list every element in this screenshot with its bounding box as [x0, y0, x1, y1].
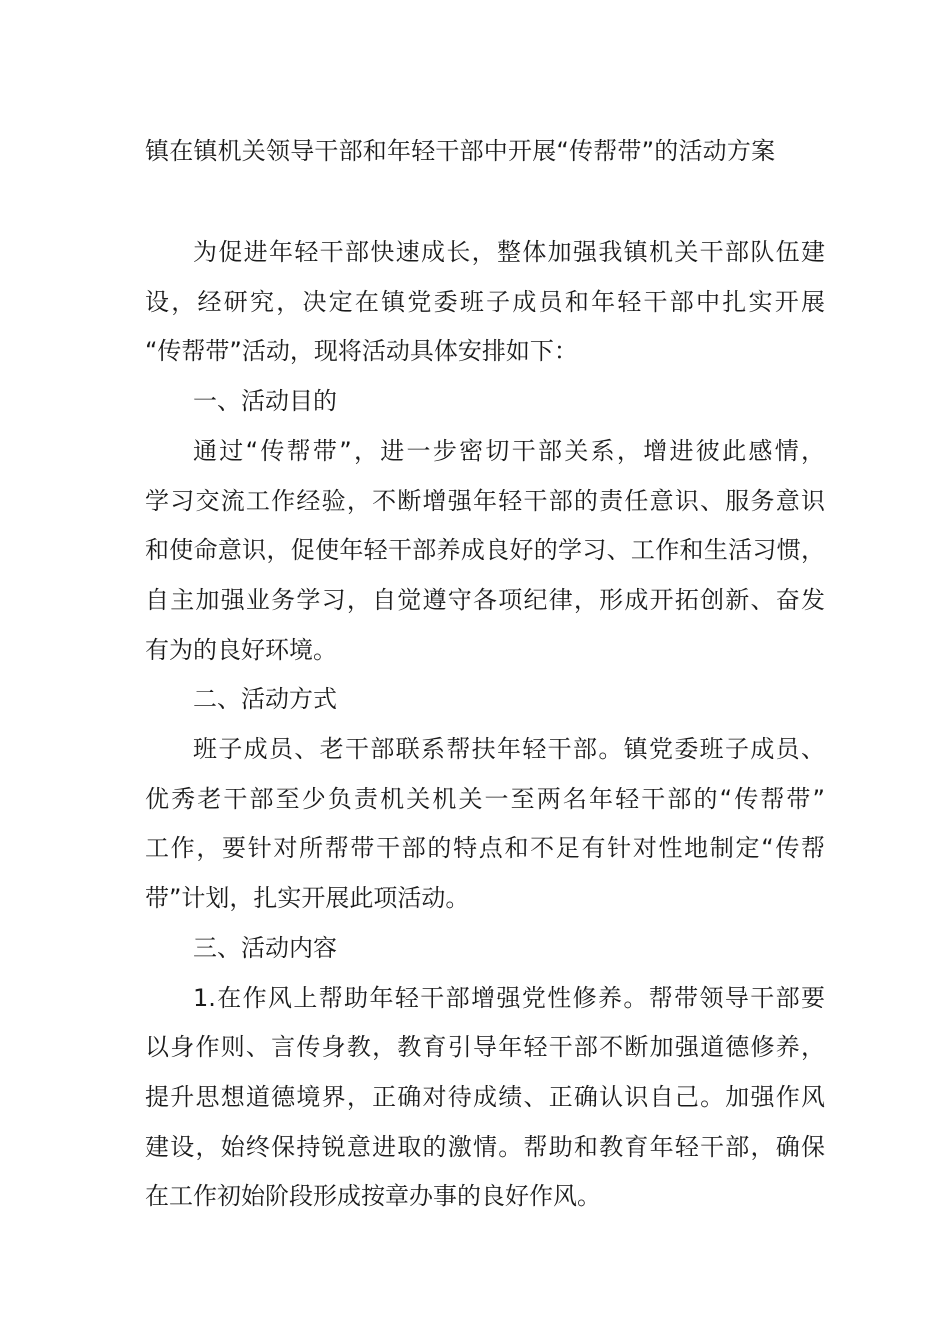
intro-line: 设，经研究，决定在镇党委班子成员和年轻干部中扎实开展	[145, 287, 825, 316]
paragraph-line: 学习交流工作经验，不断增强年轻干部的责任意识、服务意识	[145, 486, 825, 515]
paragraph-line: 有为的良好环境。	[145, 635, 337, 664]
paragraph-line: 优秀老干部至少负责机关机关一至两名年轻干部的“传帮带”	[145, 784, 825, 813]
paragraph-line: 带”计划，扎实开展此项活动。	[145, 884, 470, 913]
section-purpose-paragraph	[145, 427, 825, 676]
paragraph-line: 通过“传帮带”，进一步密切干部关系，增进彼此感情，	[193, 436, 825, 465]
intro-line: 为促进年轻干部快速成长，整体加强我镇机关干部队伍建	[193, 238, 825, 266]
paragraph-line: 提升思想道德境界，正确对待成绩、正确认识自己。加强作风	[145, 1082, 825, 1111]
paragraph-line: 在工作初始阶段形成按章办事的良好作风。	[145, 1182, 601, 1211]
section-method-paragraph	[145, 725, 825, 924]
intro-line: “传帮带”活动，现将活动具体安排如下：	[145, 337, 578, 366]
paragraph-line: 班子成员、老干部联系帮扶年轻干部。镇党委班子成员、	[193, 735, 825, 764]
section-heading-method: 二、活动方式	[193, 685, 337, 714]
paragraph-line: 以身作则、言传身教，教育引导年轻干部不断加强道德修养，	[145, 1033, 825, 1062]
document-title: 镇在镇机关领导干部和年轻干部中开展“传帮带”的活动方案	[145, 137, 776, 165]
section-heading-purpose: 一、活动目的	[193, 387, 337, 416]
paragraph-line: 自主加强业务学习，自觉遵守各项纪律，形成开拓创新、奋发	[145, 585, 825, 614]
intro-paragraph	[145, 228, 825, 377]
paragraph-line: 和使命意识，促使年轻干部养成良好的学习、工作和生活习惯，	[145, 536, 825, 565]
paragraph-line: 工作，要针对所帮带干部的特点和不足有针对性地制定“传帮	[145, 834, 825, 863]
document-body	[145, 228, 825, 1222]
section-content-paragraph	[145, 974, 825, 1223]
paragraph-line: 1.在作风上帮助年轻干部增强党性修养。帮带领导干部要	[193, 983, 825, 1012]
section-heading-content: 三、活动内容	[193, 933, 337, 962]
paragraph-line: 建设，始终保持锐意进取的激情。帮助和教育年轻干部，确保	[145, 1132, 825, 1161]
